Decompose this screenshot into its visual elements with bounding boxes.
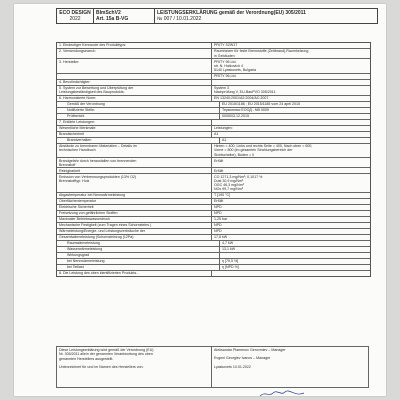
row-label xyxy=(57,138,220,143)
row-label-line: Brandverhalten xyxy=(67,138,92,143)
table-row xyxy=(57,59,370,73)
row-value xyxy=(212,120,370,125)
row-label xyxy=(57,120,212,125)
row-label xyxy=(57,259,220,264)
row-label-line: Wasserwärmeleistung xyxy=(67,247,103,252)
row-value xyxy=(212,96,370,101)
ecodesign-box: ECO DESIGN 2022 xyxy=(56,8,94,24)
row-value-line: EU 2015/1186 ; EU 2015/1185 vom 24 april 2015 xyxy=(222,102,300,107)
row-label xyxy=(57,229,212,234)
row-value xyxy=(220,253,370,258)
row-value xyxy=(212,158,370,167)
row-label xyxy=(57,158,212,167)
row-value xyxy=(212,59,370,72)
signatories xyxy=(212,346,369,388)
row-label xyxy=(57,126,212,131)
table-row xyxy=(57,158,370,168)
row-label xyxy=(57,49,212,58)
row-value-line: 5140 Lyaskovets, Bulgaria xyxy=(214,67,257,72)
row-label-line: Gemäß der Verordnung xyxy=(67,102,105,107)
row-label-line: Reinigbarkeit xyxy=(59,168,80,173)
row-label-line: bei Nennwärmeleistung xyxy=(67,259,105,264)
row-label xyxy=(57,247,220,252)
row-value xyxy=(212,174,370,192)
row-value-line: Dust 30,9 mg/Nm³ xyxy=(214,178,244,183)
row-value-line: Nachprüfung V, EU-BauPVO 305/2011 xyxy=(214,90,276,95)
row-label xyxy=(57,241,220,246)
row-value-line: PRITY 96 Ltd. xyxy=(214,59,237,64)
row-value-line: 17,8 kW xyxy=(214,235,228,240)
row-value-line: NPD xyxy=(214,229,222,234)
row-value xyxy=(220,259,370,264)
row-label xyxy=(57,144,212,157)
row-value-line: EN 13240:2001/A2:2004/AC:2007 xyxy=(214,96,269,101)
row-value-line: System 3 xyxy=(214,85,229,90)
row-value-line: Тервоплюс ЕООД - NB 0009 xyxy=(222,108,269,113)
row-value-line: A1 xyxy=(222,138,227,143)
footer-line: genannten Herstellers ausgestellt. xyxy=(59,356,114,361)
row-label xyxy=(57,43,212,48)
row-label-line: Leistungsbeständigkeit des Bauprodukts: xyxy=(59,90,125,95)
row-value-line: 1,25 bar xyxy=(214,217,228,222)
table-row xyxy=(57,86,370,96)
row-label xyxy=(57,199,212,204)
row-value-line: Erfüllt xyxy=(214,158,224,163)
row-value-line: CO 1271,3 mg/Nm³; 0,1017 % xyxy=(214,174,263,179)
row-value xyxy=(220,247,370,252)
row-value xyxy=(212,43,370,48)
footer-line: Unterzeichnet für und im Namen des Herstellers von: xyxy=(59,365,144,370)
footer-line: Aleksandar Plamenov Gerovmlev – Manager xyxy=(214,348,286,352)
row-value xyxy=(220,241,370,246)
row-value xyxy=(220,108,370,113)
row-value xyxy=(212,229,370,234)
row-value-line: NPD xyxy=(214,211,222,216)
row-value-line: PRITY 96 Ltd. xyxy=(214,73,237,78)
row-value xyxy=(212,49,370,58)
row-value xyxy=(212,168,370,173)
footer-line: Lyaskovets 10.01.2022 xyxy=(214,364,251,369)
row-label xyxy=(57,108,220,113)
row-label-line: Prüfbericht xyxy=(67,114,85,119)
row-value xyxy=(212,217,370,222)
row-value xyxy=(212,205,370,210)
row-value-line: in Gebäuden xyxy=(214,53,235,58)
row-label-line: 4. Bevollmächtigter: xyxy=(59,79,91,84)
declaration-table xyxy=(56,42,371,277)
row-value xyxy=(220,138,370,143)
row-value-line: 13,1 kW xyxy=(222,247,236,252)
row-value-line: η [75,5 %] xyxy=(222,259,239,264)
row-label-line: 3. Hersteller: xyxy=(59,59,80,64)
row-value-line: Erfüllt xyxy=(214,168,224,173)
row-label xyxy=(57,102,220,107)
row-value-line: A1 xyxy=(214,132,219,137)
row-label-line: Brandgefahr durch herausfallen von brennenden xyxy=(59,158,137,163)
row-label xyxy=(57,114,220,119)
row-label xyxy=(57,223,212,228)
row-value xyxy=(212,211,370,216)
row-label xyxy=(57,59,212,72)
row-value-line: Leistungen: xyxy=(214,126,233,131)
row-value xyxy=(212,235,370,240)
table-row xyxy=(57,271,370,276)
row-label-line: 7. Erklärte Leistungen: xyxy=(59,120,95,125)
row-label-line: Brennstofftyp: Holz xyxy=(59,178,90,183)
row-label-line: 2. Verwendungszweck: xyxy=(59,49,96,54)
footer-line: Evgeni Georgiev Ivanov – Manager xyxy=(214,356,271,361)
row-label-line: Brennstoff xyxy=(59,162,76,167)
row-label xyxy=(57,132,212,137)
row-label-line: Oberflächentemperatur xyxy=(59,199,96,204)
row-label-line: Notifizierte Stelle: xyxy=(67,108,95,113)
row-value-line: NPD xyxy=(214,223,222,228)
row-label xyxy=(57,253,220,258)
row-label-line: Gesamtwärmeleistung (Schornsteinzug (12Pa) xyxy=(59,235,134,240)
row-value-line: OGC 46,3 mg/Nm³ xyxy=(214,183,244,188)
row-value xyxy=(220,265,370,270)
declaration-title-box: LEISTUNGSERKLÄRUNG gemäß der Verordnung(EU) 305/2011 № 007 / 10.01.2022 xyxy=(154,8,378,24)
row-label xyxy=(57,217,212,222)
row-label-line: Abstände zu brennbaren Materialien – Details im xyxy=(59,144,137,149)
row-label-line: Abgastemperatur bei Nennwärmeleistung xyxy=(59,193,126,198)
signature-block xyxy=(56,346,369,388)
footer-line: Diese Leistungserklärung wird gemäß der Verordnung (EU) xyxy=(59,348,154,352)
row-value xyxy=(212,223,370,228)
row-value-line: Erfüllt xyxy=(214,199,224,204)
row-value xyxy=(212,144,370,157)
row-value xyxy=(212,199,370,204)
row-label xyxy=(57,74,212,79)
row-value-line: η [NPD %] xyxy=(222,265,239,270)
row-value-line: PRITY S2W17 xyxy=(214,43,238,48)
row-value xyxy=(212,271,370,276)
row-label-line: Maximaler Betriebswasserdruck xyxy=(59,217,110,222)
row-label xyxy=(57,205,212,210)
row-value-line: Hinten = 400, Links und rechts Seite = 400, Nach oben = 600, xyxy=(214,144,313,149)
row-value-line: 0005/03.12.2015 xyxy=(222,114,249,119)
table-row xyxy=(57,174,370,193)
footer-statement xyxy=(56,346,212,388)
row-value xyxy=(212,126,370,131)
row-label-line: Wärmeleistung/Energie- und Leistungsverbräuche der xyxy=(59,229,146,234)
table-row xyxy=(57,144,370,158)
row-label xyxy=(57,271,212,276)
row-label xyxy=(57,235,212,240)
row-value-line: NOx 99,7 mg/Nm³ xyxy=(214,187,243,192)
row-label xyxy=(57,211,212,216)
row-value-line: NPD xyxy=(214,205,222,210)
row-value-line: str. N. Haikovich 4 xyxy=(214,63,243,68)
row-label-line: 5. System zur Bewertung und Überprüfung der xyxy=(59,85,134,90)
row-value xyxy=(212,80,370,85)
row-value xyxy=(212,86,370,95)
row-value-line: T [190 °C] xyxy=(214,193,231,198)
row-value xyxy=(212,193,370,198)
row-value-line: Sichtscheibe), Boden = 0 xyxy=(214,152,255,157)
document-header xyxy=(56,8,377,24)
row-label-line: technischen Handbuch xyxy=(59,148,96,153)
row-label-line: 6. Harmonisierte Norm: xyxy=(59,96,97,101)
row-label xyxy=(57,174,212,192)
table-row xyxy=(57,49,370,59)
row-label-line: 8. Die Leistung des oben identifizierten Produkts... xyxy=(59,271,140,276)
row-value-line: Raumheizer für feste Brennstoffe (Zeitbrand),Raumheizung xyxy=(214,49,309,54)
regulation-box: BImSchV2 Art. 15a B-VG xyxy=(93,8,155,24)
row-label-line: Raumwärmeleistung xyxy=(67,241,100,246)
row-label-line: Brandsicherheit xyxy=(59,132,84,137)
row-label xyxy=(57,80,212,85)
footer-line: Nr. 305/2011 allein der genannten Verantwortung des oben xyxy=(59,352,153,357)
row-label xyxy=(57,86,212,95)
row-value xyxy=(212,74,370,79)
row-value-line: 4,7 kW xyxy=(222,241,234,246)
handwritten-signature xyxy=(259,390,305,398)
row-label-line: bei Teillast xyxy=(67,265,84,270)
row-label-line: Elektrische Sicherheit xyxy=(59,205,94,210)
row-value xyxy=(212,132,370,137)
row-label-line: Wesentliche Merkmale: xyxy=(59,126,97,131)
row-label-line: Freisetzung von gefährlichen Stoffen xyxy=(59,211,118,216)
row-label-line: Emission von Verbrennungsprodukten (13% O2) xyxy=(59,174,137,179)
row-value xyxy=(220,102,370,107)
row-label-line: 1. Eindeutiger Kenncode des Produkttyps: xyxy=(59,43,127,48)
row-label-line: Mechanische Festigkeit (zum Tragen eines Schornsteins ) xyxy=(59,223,152,228)
row-value xyxy=(220,114,370,119)
row-value-line: Vorne = 800 (im gesamten Strahlungsbereich der xyxy=(214,148,293,153)
row-label xyxy=(57,265,220,270)
document-page xyxy=(14,4,386,396)
row-label xyxy=(57,96,212,101)
row-label xyxy=(57,168,212,173)
row-label xyxy=(57,193,212,198)
row-label-line: Wirkungsgrad xyxy=(67,253,90,258)
